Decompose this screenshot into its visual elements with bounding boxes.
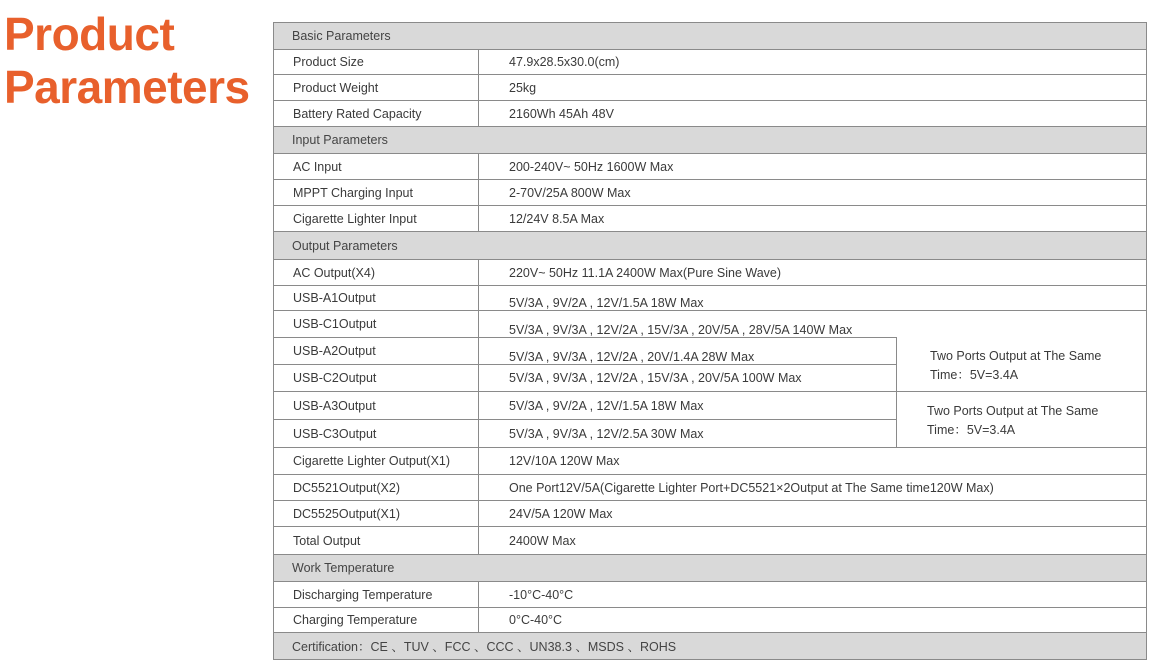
page-title xyxy=(4,8,250,114)
label-dc5525-output: DC5525Output(X1) xyxy=(293,506,401,521)
value-cigarette-output: 12V/10A 120W Max xyxy=(509,454,620,468)
parameters-table xyxy=(273,22,1147,660)
value-charging-temperature: 0°C-40°C xyxy=(509,613,563,627)
value-mppt-input: 2-70V/25A 800W Max xyxy=(509,185,631,200)
value-usb-c1: 5V/3A , 9V/3A , 12V/2A , 15V/3A , 20V/5A , 28V/5A 140W Max xyxy=(509,323,853,337)
label-product-size: Product Size xyxy=(293,55,364,69)
value-dc5521-output: One Port12V/5A(Cigarette Lighter Port+DC5521×2Output at The Same time120W Max) xyxy=(509,480,994,495)
section-input-parameters: Input Parameters xyxy=(274,127,1146,153)
label-usb-a3: USB-A3Output xyxy=(293,398,376,413)
value-total-output: 2400W Max xyxy=(509,533,576,548)
value-usb-c2: 5V/3A , 9V/3A , 12V/2A , 15V/3A , 20V/5A 100W Max xyxy=(509,371,802,385)
value-ac-input: 200-240V~ 50Hz 1600W Max xyxy=(509,159,674,174)
value-ac-output: 220V~ 50Hz 11.1A 2400W Max(Pure Sine Wave) xyxy=(509,265,782,280)
shared-note-a3-c3: Two Ports Output at The Same Time：5V=3.4A xyxy=(927,404,1099,437)
value-usb-c3: 5V/3A , 9V/3A , 12V/2.5A 30W Max xyxy=(509,426,704,441)
section-output-parameters: Output Parameters xyxy=(274,232,1146,259)
label-product-weight: Product Weight xyxy=(293,80,379,95)
title-line-1: Product xyxy=(4,8,175,60)
label-usb-c2: USB-C2Output xyxy=(293,371,377,385)
label-total-output: Total Output xyxy=(293,533,361,548)
label-cigarette-input: Cigarette Lighter Input xyxy=(293,211,417,226)
value-usb-a3: 5V/3A , 9V/2A , 12V/1.5A 18W Max xyxy=(509,398,704,413)
section-work-temperature: Work Temperature xyxy=(274,555,1146,581)
label-charging-temperature: Charging Temperature xyxy=(293,613,418,627)
label-ac-input: AC Input xyxy=(293,159,342,174)
label-usb-a1: USB-A1Output xyxy=(293,291,376,305)
label-dc5521-output: DC5521Output(X2) xyxy=(293,480,401,495)
label-usb-c3: USB-C3Output xyxy=(293,426,377,441)
value-product-weight: 25kg xyxy=(509,80,537,95)
label-cigarette-output: Cigarette Lighter Output(X1) xyxy=(293,454,451,468)
value-discharging-temperature: -10°C-40°C xyxy=(509,587,574,602)
value-product-size: 47.9x28.5x30.0(cm) xyxy=(509,55,620,69)
value-usb-a2: 5V/3A , 9V/3A , 12V/2A , 20V/1.4A 28W Max xyxy=(509,350,755,364)
label-usb-c1: USB-C1Output xyxy=(293,317,377,331)
value-usb-a1: 5V/3A , 9V/2A , 12V/1.5A 18W Max xyxy=(509,296,704,310)
label-usb-a2: USB-A2Output xyxy=(293,344,376,358)
label-battery-capacity: Battery Rated Capacity xyxy=(293,106,422,121)
value-cigarette-input: 12/24V 8.5A Max xyxy=(509,211,605,226)
value-battery-capacity: 2160Wh 45Ah 48V xyxy=(509,106,614,121)
section-basic-parameters: Basic Parameters xyxy=(274,23,1146,49)
title-line-2: Parameters xyxy=(4,61,250,113)
shared-note-a2-c2: Two Ports Output at The Same Time：5V=3.4A xyxy=(930,349,1102,382)
label-ac-output: AC Output(X4) xyxy=(293,265,375,280)
certification-row: Certification：CE 、TUV 、FCC 、CCC 、UN38.3 、MSDS 、ROHS xyxy=(274,633,1146,659)
label-mppt-input: MPPT Charging Input xyxy=(293,185,413,200)
label-discharging-temperature: Discharging Temperature xyxy=(293,587,433,602)
value-dc5525-output: 24V/5A 120W Max xyxy=(509,506,613,521)
